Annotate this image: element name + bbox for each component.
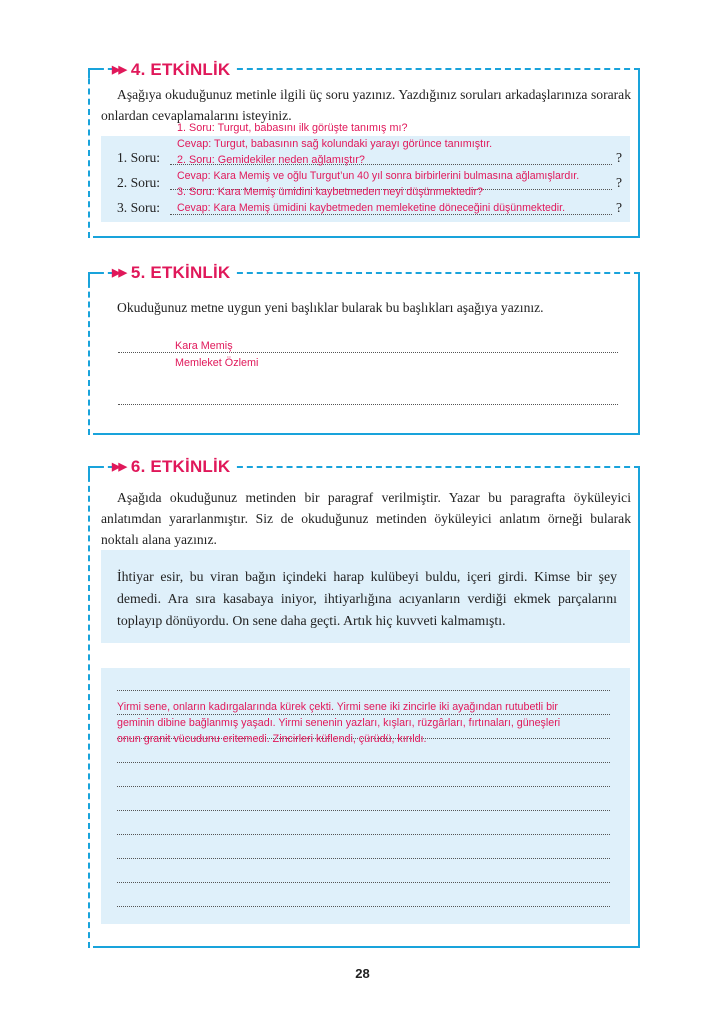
handwritten-line: onun granit vücudunu eritemedi. Zincirleri küflendi, çürüdü, kırıldı.	[117, 733, 427, 745]
activity-4-corner	[88, 68, 98, 78]
activity-4-instruction: Aşağıya okuduğunuz metinle ilgili üç soru yazınız. Yazdığınız soruları arkadaşlarınıza sorarak onlardan cevaplamalarını isteyiniz.	[101, 87, 631, 123]
writing-dots	[117, 882, 610, 883]
question-row-end: ?	[616, 175, 623, 190]
arrow-icon: ▶▶	[112, 267, 125, 279]
arrow-icon: ▶▶	[112, 461, 125, 473]
activity-5-corner	[88, 272, 98, 282]
handwritten-line: Kara Memiş	[175, 340, 233, 352]
title-answer-dots	[118, 404, 618, 405]
question-row-label: 3. Soru:	[117, 200, 161, 215]
activity-5-dash-left	[88, 272, 90, 435]
excerpt-text: İhtiyar esir, bu viran bağın içindeki harap kulübeyi buldu, içeri girdi. Kimse bir şey demedi. Ara sıra kasabaya iniyor, ihtiyarlığına acıyanların verdiği ekmek parçalarını toplayıp dönüyordu. On sene daha geçti. Artık hiç kuvveti kalmamıştı.	[117, 569, 617, 628]
question-row-end: ?	[616, 200, 623, 215]
handwritten-line: 2. Soru: Gemidekiler neden ağlamıştır?	[177, 154, 365, 166]
writing-dots	[117, 690, 610, 691]
arrow-icon: ▶▶	[112, 64, 125, 76]
activity-4-dash-left	[88, 68, 90, 238]
activity-6-title: ▶▶ 6. ETKİNLİK	[112, 457, 234, 477]
writing-dots	[117, 906, 610, 907]
writing-dots	[117, 810, 610, 811]
question-row-label: 1. Soru:	[117, 150, 161, 165]
question-row-end: ?	[616, 150, 623, 165]
question-row-label: 2. Soru:	[117, 175, 161, 190]
handwritten-line: 1. Soru: Turgut, babasını ilk görüşte tanımış mı?	[177, 122, 408, 134]
activity-6-dash-left	[88, 466, 90, 948]
writing-dots	[117, 858, 610, 859]
writing-dots	[117, 762, 610, 763]
page-number: 28	[355, 966, 370, 981]
handwritten-line: Memleket Özlemi	[175, 357, 259, 369]
handwritten-line: 3. Soru: Kara Memiş ümidini kaybetmeden neyi düşünmektedir?	[177, 186, 484, 198]
activity-6-instruction: Aşağıda okuduğunuz metinden bir paragraf verilmiştir. Yazar bu paragrafta öyküleyici anlatımdan yararlanmıştır. Siz de okuduğunuz metinden öyküleyici anlatım örneği bularak noktalı alana yazınız.	[101, 490, 631, 547]
writing-dots	[117, 834, 610, 835]
activity-6-corner	[88, 466, 98, 476]
handwritten-line: Cevap: Turgut, babasının sağ kolundaki yarayı görünce tanımıştır.	[177, 138, 493, 150]
handwritten-line: Yirmi sene, onların kadırgalarında kürek çekti. Yirmi sene iki zincirle iki ayağından rutubetli bir	[117, 701, 558, 713]
activity-5-instruction: Okuduğunuz metne uygun yeni başlıklar bularak bu başlıkları aşağıya yazınız.	[117, 300, 544, 315]
handwritten-line: Cevap: Kara Memiş ve oğlu Turgut’un 40 yıl sonra birbirlerini bulmasına ağlamışlardır.	[177, 170, 580, 182]
writing-dots	[117, 714, 610, 715]
activity-4-title: ▶▶ 4. ETKİNLİK	[112, 60, 234, 80]
handwritten-line: geminin dibine bağlanmış yaşadı. Yirmi senenin yazları, kışları, rüzgârları, fırtınaları, güneşleri	[117, 717, 561, 729]
activity-5-title: ▶▶ 5. ETKİNLİK	[112, 263, 234, 283]
writing-dots	[117, 786, 610, 787]
handwritten-line: Cevap: Kara Memiş ümidini kaybetmeden memleketine döneceğini düşünmektedir.	[177, 202, 566, 214]
